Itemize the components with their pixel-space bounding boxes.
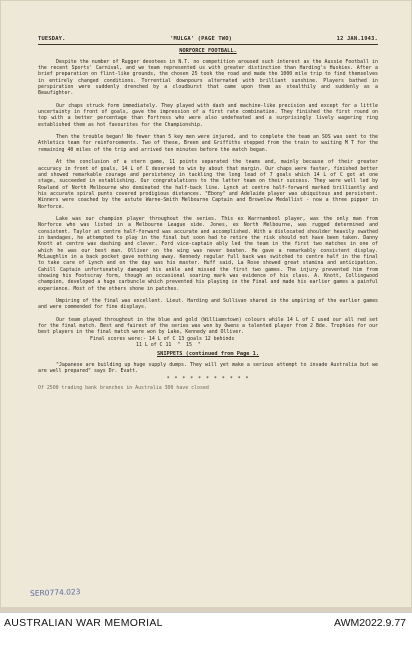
- header-day: TUESDAY.: [38, 36, 66, 42]
- article-paragraph: Our chaps struck form immediately. They played with dash and machine-like precision and except for a little uncertainty in front of goals, gave the impression of a first rate combination. They finished the first round on top with a better percentage than Fortress who were also undefeated and a surprisingly lively wagering ring established them as hot favourites for the Championship.: [38, 102, 378, 128]
- separator-dots: * * * * * * * * * * *: [166, 376, 250, 383]
- article-paragraph: Umpiring of the final was excellent. Lieut. Harding and Sullivan shared in the umpiring of the earlier games and were commended for fine displays.: [38, 298, 378, 311]
- header-rule: [38, 44, 378, 45]
- catalog-number: SER0774.023: [29, 587, 81, 598]
- article-paragraph: Then the trouble began! No fewer than 5 key men were injured, and to complete the team an SOS was sent to the Athletics team for reinforcements. Two of these, Breen and Griffiths stepped from the train to waiting M T for the remaining 40 miles of the trip and arrived ten minutes before the match began.: [38, 134, 378, 153]
- snippets-paragraph: "Japanese are building up huge supply dumps. They will yet make a serious attempt to invade Australia but we are well prepared" says Dr. Evatt.: [38, 361, 378, 375]
- header-publication: 'MULGA' (PAGE TWO): [170, 36, 233, 42]
- article-paragraph: Lake was our champion player throughout the series. This ex Warrnambool player, was the only man from Norforce who was listed in a Melbourne League side. Jones, ex North Melbourne, was rugged determined and consistent. Taylor at centre half-forward was accurate and accomplished. With a dislocated shoulder heavily swathed in bandages, he attempted to play in the final but soon had to retire the risk should not have been taken. Danny Knott at centre was dashing and clever. Ford vice-captain ably led the team in the first two matches in one of which he was our best man. Olliver on the wing was never beaten. He gave a remarkably consistent display. McLaughlin in a back pocket gave nothing away. Kennedy regular full back was switched to centre half in the final to take care of Lynch and on the day was his master. Huff said, La Rose showed great stamina and anticipation. Cahill Captain unfortunately damaged his ankle and missed the first two games. The injury prevented him from showing his Footscray form, though an occasional soaring mark was evidence of his class. A. Knott, Collingwood champion, developed a huge carbuncle which prevented his playing in the Final and made his earlier games a painful experience. Most of the others shone in patches.: [38, 215, 378, 292]
- snippets-title: SNIPPETS (continued from Page 1.: [156, 351, 260, 358]
- article-paragraph: Despite the number of Rugger devotees in N.T. no competition aroused such interest as the Aussie Football in the recent Sports' Carnival, and we team represented us with greater distinction than Harding's Huskies. After a brief preparation on flint-like grounds, the chosen 25 took the road and made the 1000 mile trip to find themselves in entirely changed conditions. Torrential downpours alternated with brilliant sunshine. Players bathed in perspiration were suddenly drenched by a cloudburst that came upon them as stealthily and suddenly as a Beaufighter.: [38, 58, 378, 97]
- archive-footer: [0, 612, 412, 654]
- final-scores-line: 11 L of C 11 " 15 ": [136, 342, 201, 349]
- newsletter-content: [38, 36, 378, 391]
- article-paragraph: Our team played throughout in the blue and gold (Williamstown) colours while 14 L of C used our all red set for the final match. Best and fairest of the series was won by Owens a talented player from 2 Bde. Trophies for our best players in the final match were won by Lake, Kennedy and Olliver.: [38, 316, 378, 336]
- article-paragraph: At the conclusion of a stern game, 11 points separated the teams and, mainly because of their greater accuracy in front of goals, 14 L of C deserved to win by about that margin. Our chaps were faster, finished better and showed remarkable courage and persistency in tackling the long lead of 7 goals which 14 L of C got at one stage, succeeded in establishing. Our congratulations to the latter team on their success. They were well led by Rowland of North Melbourne who dominated the half-back line. Lynch at centre half-forward marked brilliantly and his accurate spiral punts covered prodigious distances. "Ebony" and Adelaide player was ubiquitous and persistent. Winners were coached by the astute Warne-Smith Melbourne Captain and Brownlow Medallist - now a three pipper in Norforce.: [38, 159, 378, 210]
- page-header: [38, 36, 378, 42]
- accession-number: AWM2022.9.77: [334, 617, 406, 629]
- final-scores-line: Final scores were:- 14 L of C 13 goals 12 behinds: [90, 335, 235, 342]
- institution-name: AUSTRALIAN WAR MEMORIAL: [4, 617, 163, 629]
- cutoff-line: Of 2500 trading bank branches in Australia 300 have closed: [38, 384, 209, 391]
- header-date: 12 JAN.1943.: [336, 36, 378, 42]
- article-title: NORFORCE FOOTBALL.: [179, 48, 237, 55]
